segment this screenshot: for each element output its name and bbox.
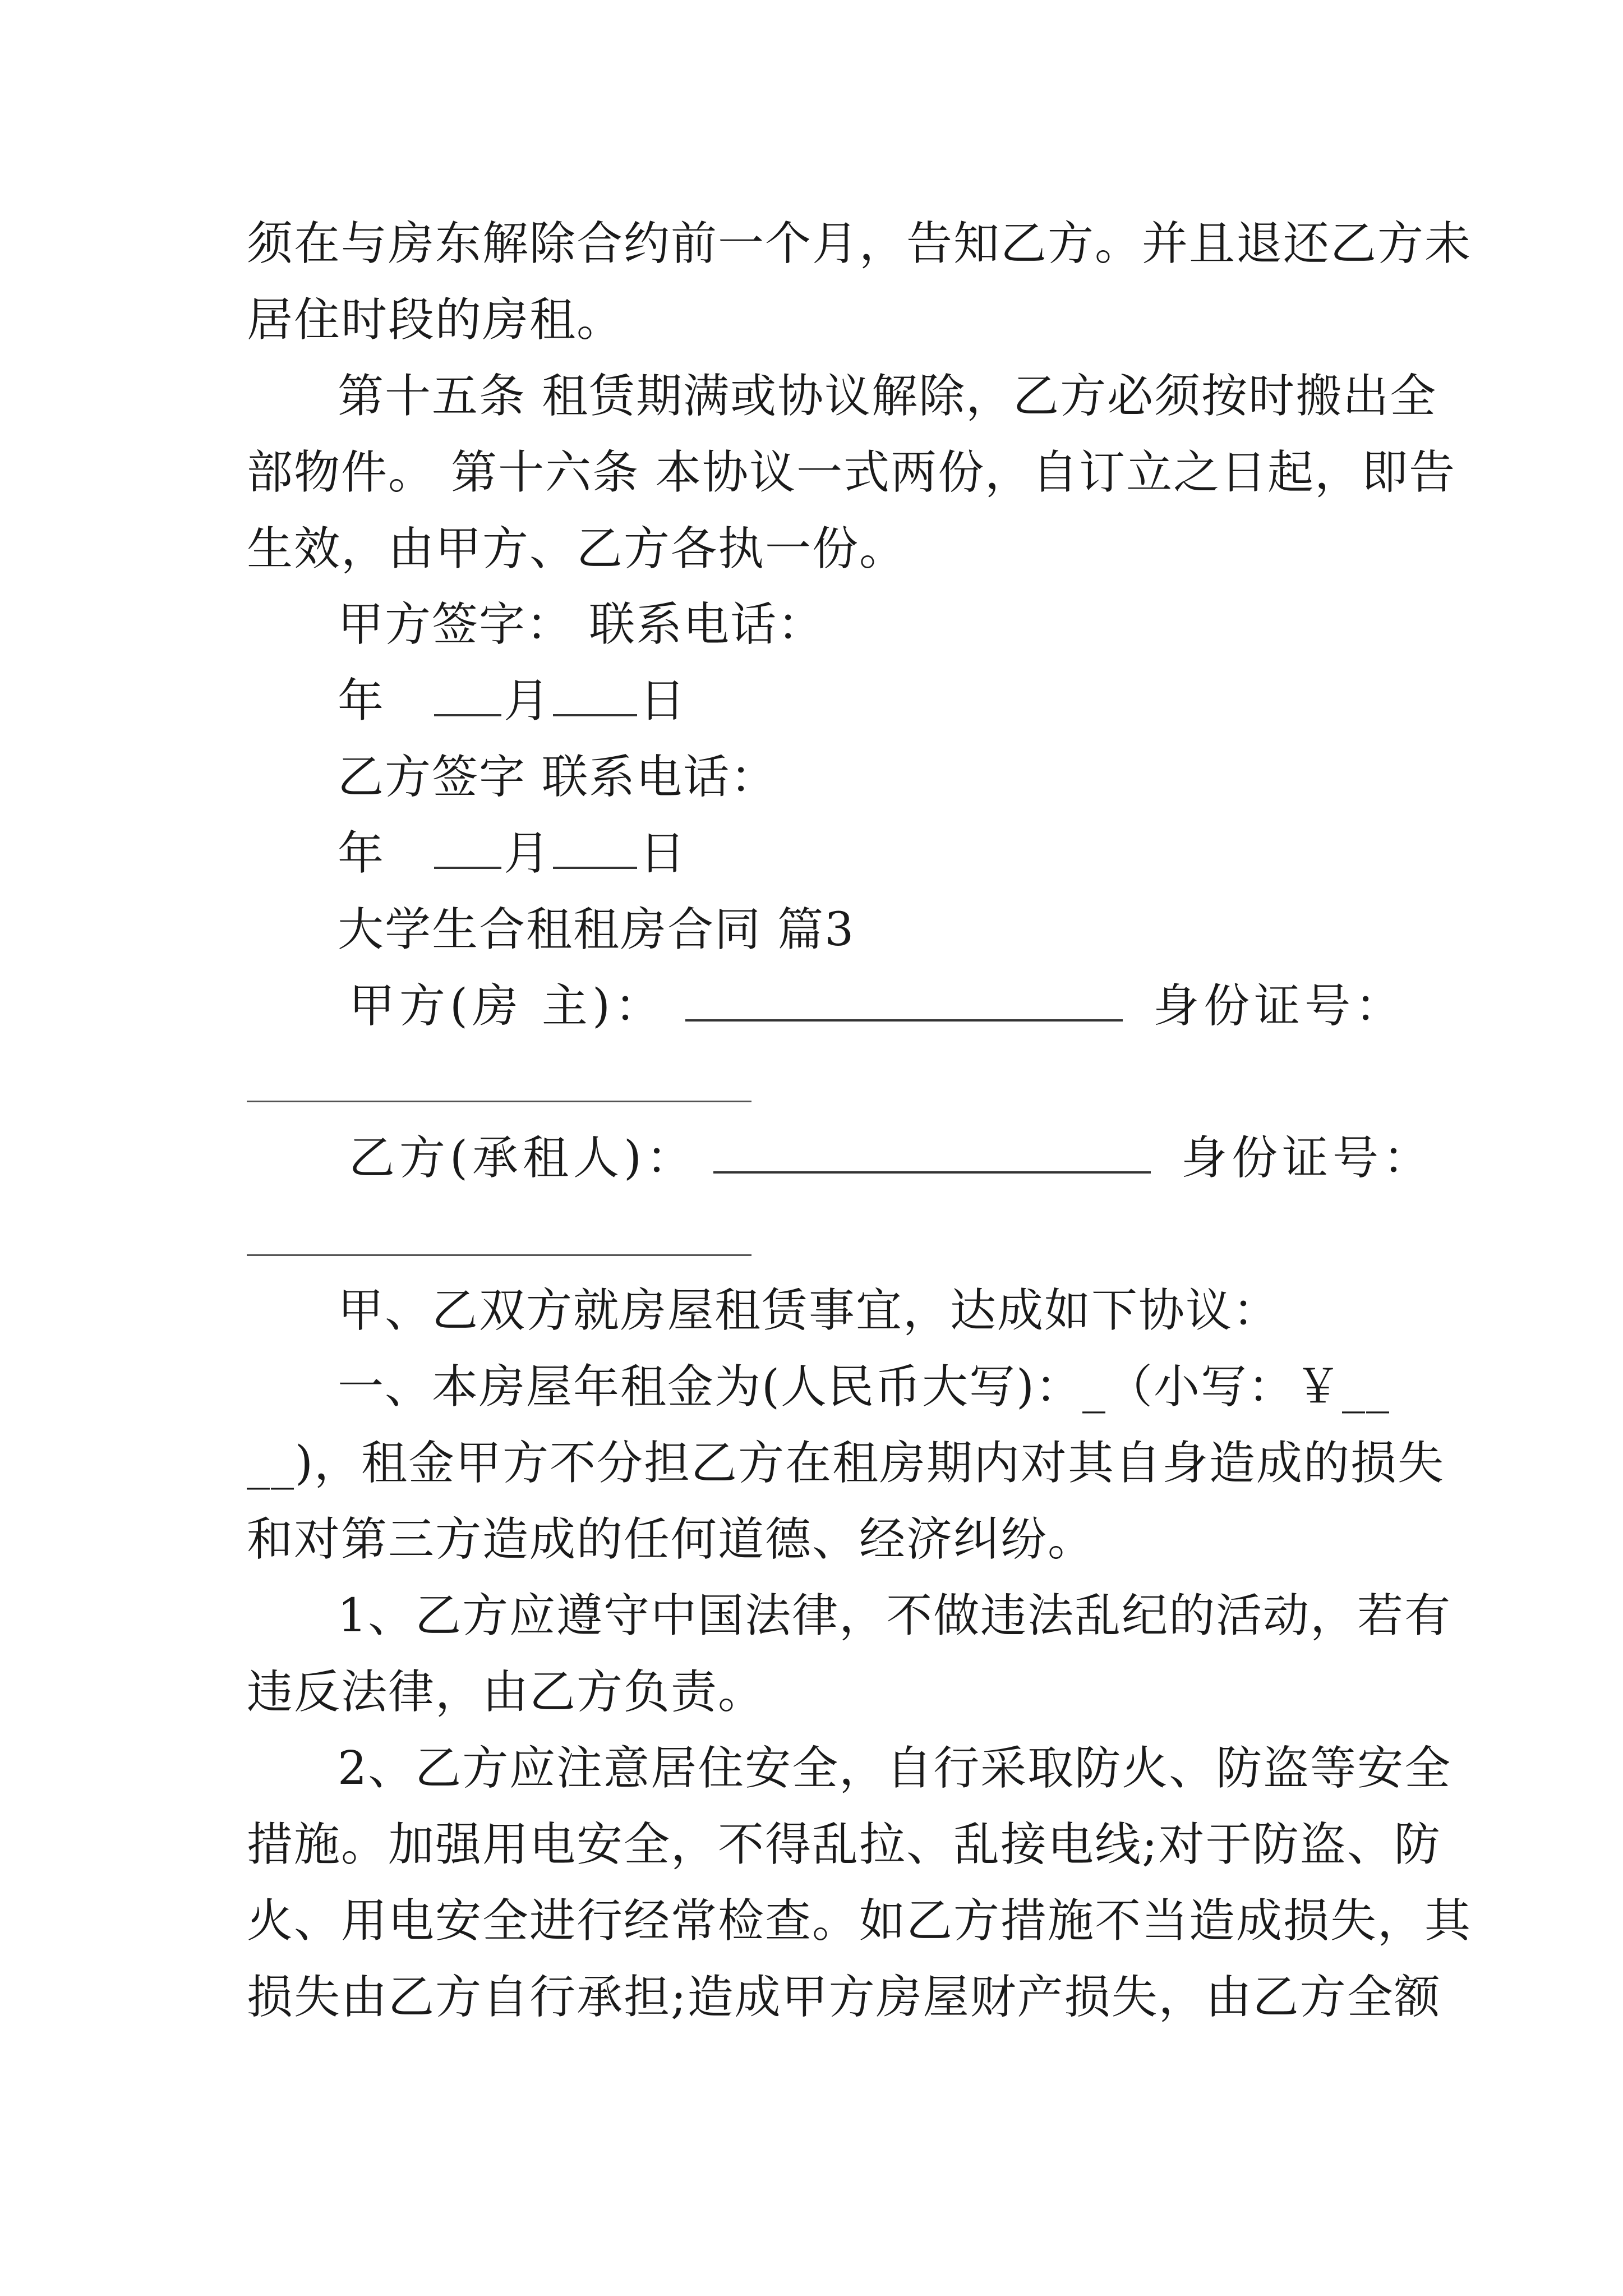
day-blank (553, 675, 637, 716)
party-a-name-blank (685, 980, 1123, 1022)
paragraph-line: 生效，由甲方、乙方各执一份。 (247, 522, 907, 576)
month-blank (434, 675, 501, 716)
rent-clause-line: 和对第三方造成的任何道德、经济纠纷。 (247, 1513, 1095, 1566)
item-1-line: 违反法律，由乙方负责。 (247, 1665, 766, 1719)
rent-clause-line: __)，租金甲方不分担乙方在租房期内对其自身造成的损失 (247, 1437, 1445, 1490)
party-b-name-blank (713, 1132, 1151, 1174)
section-heading: 大学生合租租房合同 篇3 (338, 903, 855, 956)
agreement-intro: 甲、乙双方就房屋租赁事宜，达成如下协议： (338, 1284, 1280, 1337)
party-a-id-blank (247, 1101, 751, 1102)
day-label: 日 (639, 827, 687, 880)
party-a-label: 甲方(房 主)： (349, 979, 666, 1033)
party-b-id-blank (247, 1254, 751, 1256)
month-label: 月 (504, 674, 551, 728)
clause-15-line: 第十五条 租赁期满或协议解除，乙方必须按时搬出全 (338, 370, 1437, 423)
id-number-label: 身份证号： (1181, 1131, 1433, 1185)
party-a-signature-line: 甲方签字： 联系电话： (338, 598, 825, 651)
item-1-line: 1、乙方应遵守中国法律，不做违法乱纪的活动，若有 (338, 1589, 1452, 1642)
item-2-line: 损失由乙方自行承担;造成甲方房屋财产损失，由乙方全额 (247, 1971, 1441, 2024)
year-label: 年 (338, 827, 385, 880)
clause-16-line: 部物件。 第十六条 本协议一式两份，自订立之日起，即告 (247, 446, 1456, 499)
month-label: 月 (504, 827, 551, 880)
item-2-line: 火、用电安全进行经常检查。如乙方措施不当造成损失，其 (247, 1894, 1472, 1948)
day-label: 日 (639, 674, 687, 728)
item-2-line: 2、乙方应注意居住安全，自行采取防火、防盗等安全 (338, 1742, 1452, 1795)
month-blank (434, 827, 501, 869)
item-2-line: 措施。加强用电安全，不得乱拉、乱接电线;对于防盗、防 (247, 1818, 1441, 1871)
party-a-info-line (349, 978, 1405, 1034)
party-b-signature-line: 乙方签字 联系电话： (338, 751, 778, 804)
id-number-label: 身份证号： (1153, 979, 1406, 1033)
rent-clause-line: 一、本房屋年租金为(人民币大写)：_（小写：￥__ (338, 1360, 1390, 1414)
party-b-label: 乙方(承租人)： (349, 1131, 697, 1185)
party-b-date-line (338, 826, 686, 882)
year-label: 年 (338, 674, 385, 728)
paragraph-line: 居住时段的房租。 (247, 293, 624, 347)
paragraph-line: 须在与房东解除合约前一个月，告知乙方。并且退还乙方未 (247, 217, 1472, 270)
party-b-info-line (349, 1130, 1433, 1186)
day-blank (553, 827, 637, 869)
party-a-date-line (338, 673, 686, 729)
